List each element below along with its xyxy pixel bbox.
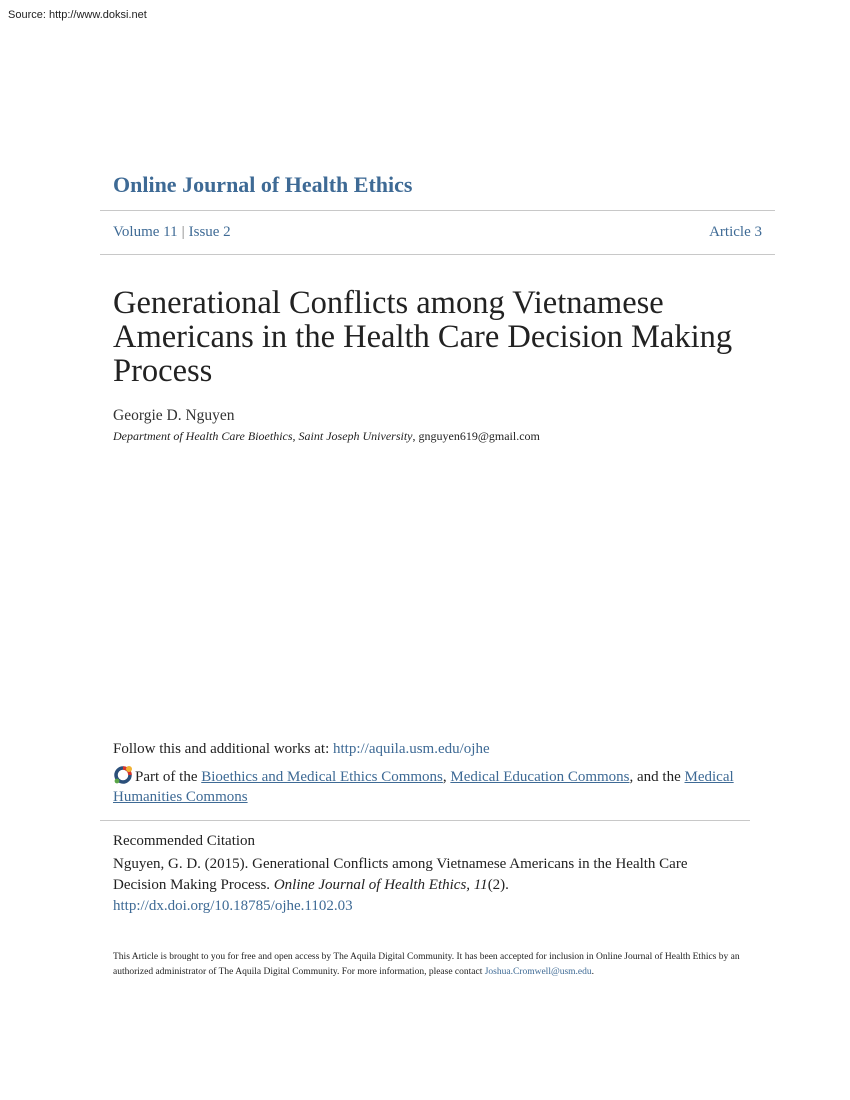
follow-line — [113, 741, 490, 758]
follow-text: Follow this and additional works at: — [113, 741, 333, 757]
follow-url-link[interactable]: http://aquila.usm.edu/ojhe — [332, 741, 490, 757]
author-name: Georgie D. Nguyen — [113, 407, 235, 424]
recommended-citation-body — [113, 854, 733, 917]
volume-link[interactable]: Volume 11 — [113, 224, 178, 240]
issue-line — [113, 224, 762, 241]
doi-link[interactable]: http://dx.doi.org/10.18785/ojhe.1102.03 — [113, 898, 353, 914]
contact-email-link[interactable]: Joshua.Cromwell@usm.edu — [484, 967, 592, 977]
citation-journal: Online Journal of Health Ethics, 11 — [273, 877, 488, 893]
author-affiliation — [113, 429, 540, 444]
bioethics-commons-link[interactable]: Bioethics and Medical Ethics Commons — [201, 769, 443, 785]
article-link[interactable]: Article 3 — [709, 224, 762, 240]
issue-link[interactable]: Issue 2 — [188, 224, 231, 240]
part-of-and-the: , and the — [629, 769, 685, 785]
medical-education-commons-link[interactable]: Medical Education Commons — [450, 769, 630, 785]
part-of-sep: , — [442, 769, 451, 785]
author-email: gnguyen619@gmail.com — [418, 429, 540, 443]
medical-humanities-commons-link[interactable]: Medical Humanities Commons — [113, 769, 734, 805]
divider-top — [100, 210, 775, 211]
source-label: Source: http://www.doksi.net — [8, 9, 147, 21]
footer-notice — [113, 950, 743, 980]
affiliation-sep: , — [412, 429, 419, 443]
part-of-line — [113, 765, 753, 807]
commons-network-icon — [113, 765, 133, 785]
divider-mid — [100, 254, 775, 255]
citation-issue: (2). — [487, 877, 509, 893]
divider-bottom — [100, 820, 750, 821]
part-of-lead: Part of the — [135, 769, 202, 785]
journal-title[interactable]: Online Journal of Health Ethics — [113, 172, 413, 197]
recommended-citation-heading: Recommended Citation — [113, 833, 256, 849]
citation-text: Nguyen, G. D. (2015). Generational Conflicts among Vietnamese Americans in the Health Care Decision Making Process. — [113, 856, 688, 893]
footer-text: This Article is brought to you for free and open access by The Aquila Digital Community. It has been accepted for inclusion in Online Journal of Health Ethics by an authorized administrator of The Aquila Digital Community. For more information, please contact — [113, 952, 740, 977]
issue-separator: | — [181, 224, 185, 240]
affiliation-text: Department of Health Care Bioethics, Saint Joseph University — [113, 429, 413, 443]
article-title: Generational Conflicts among Vietnamese Americans in the Health Care Decision Making Process — [113, 285, 733, 389]
footer-end: . — [591, 967, 595, 977]
